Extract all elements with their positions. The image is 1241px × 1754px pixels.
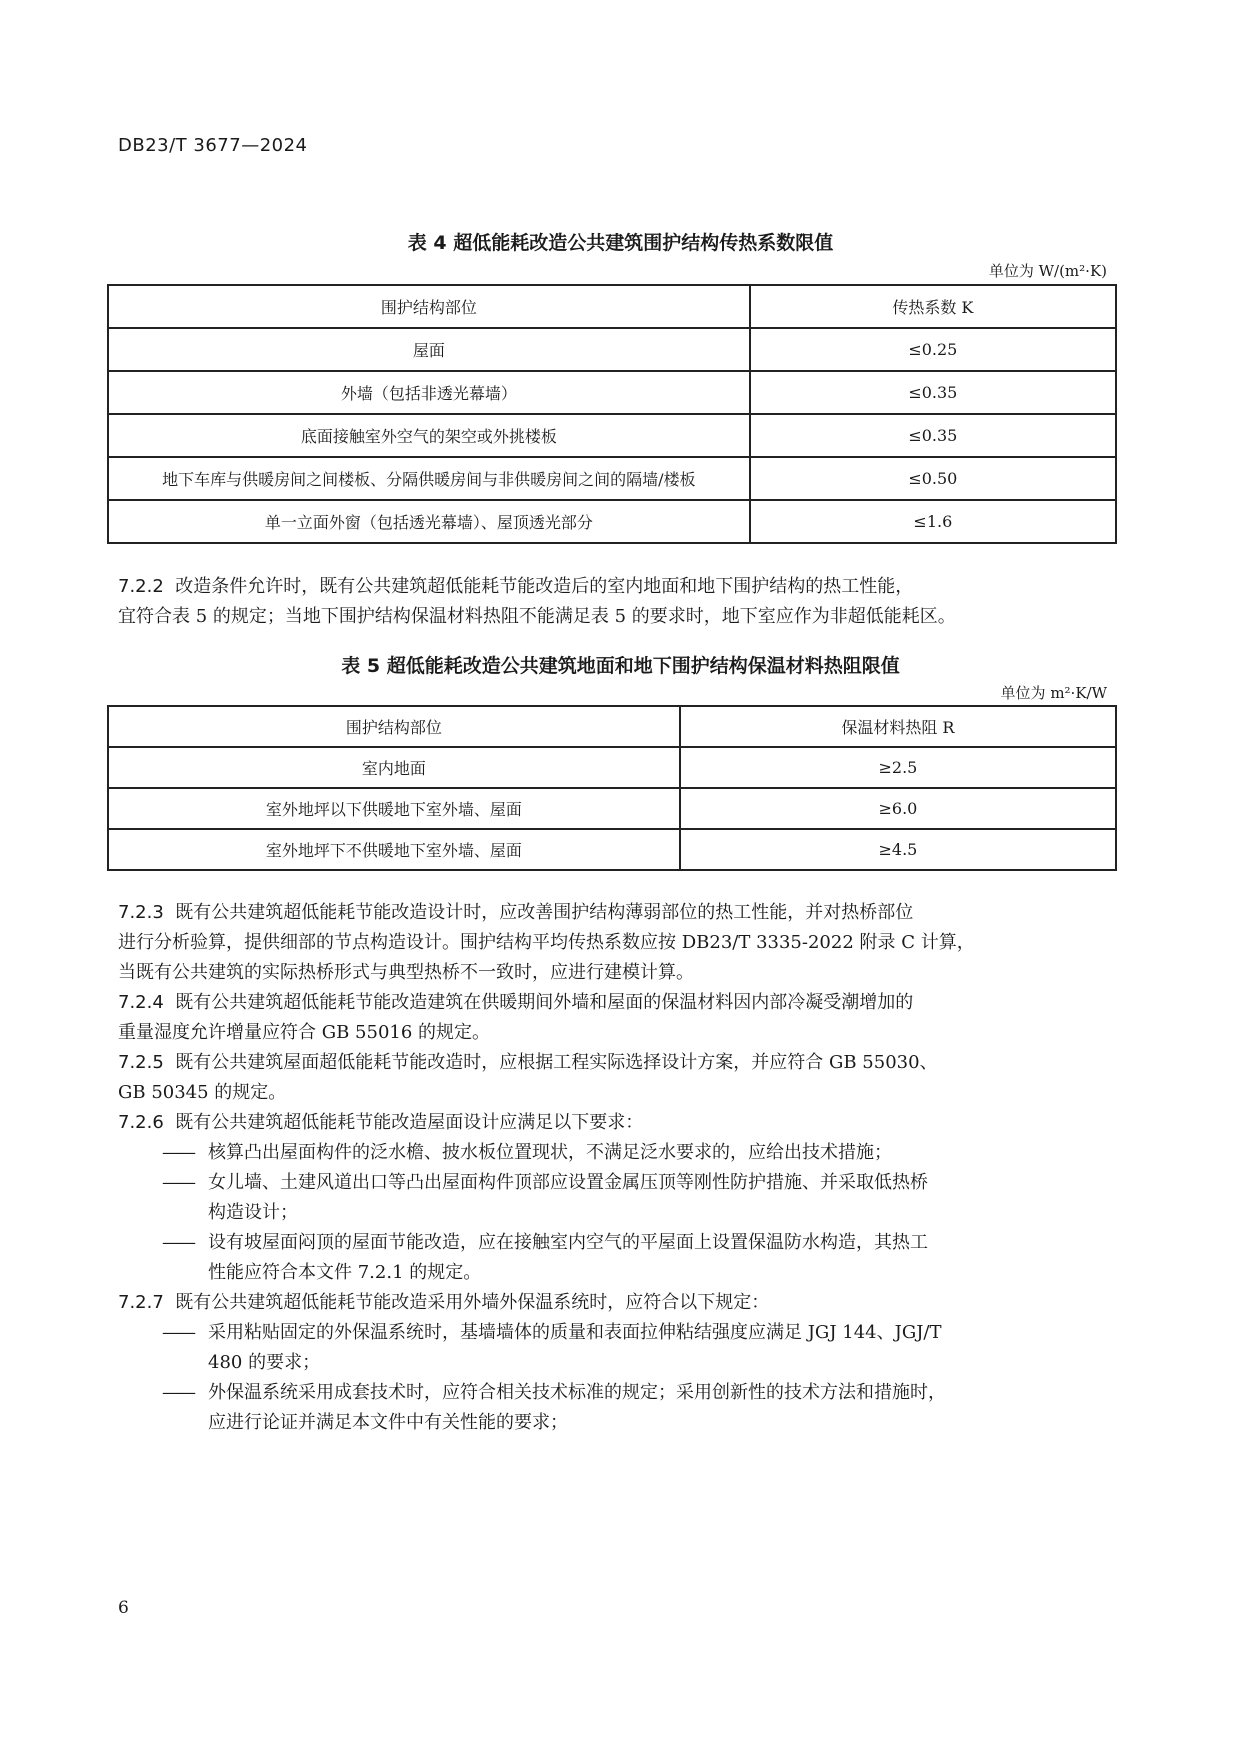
table-cell: ≤1.6: [750, 500, 1116, 543]
table4-col-header: 围护结构部位: [108, 285, 750, 328]
clause-7-2-7: [118, 1288, 1118, 1318]
table-row: [108, 371, 1116, 414]
list-item: [162, 1138, 1122, 1168]
list-item: [162, 1228, 1122, 1288]
table-cell: ≥2.5: [680, 747, 1116, 788]
dash-bullet: ——: [162, 1232, 194, 1253]
list-item-text: 构造设计；: [208, 1202, 298, 1223]
table-row: [108, 414, 1116, 457]
table-cell: ≤0.25: [750, 328, 1116, 371]
table-row: [108, 747, 1116, 788]
list-item-text: 设有坡屋面闷顶的屋面节能改造，应在接触室内空气的平屋面上设置保温防水构造，其热工: [208, 1232, 928, 1253]
table-cell: 室外地坪下不供暖地下室外墙、屋面: [108, 829, 680, 870]
dash-bullet: ——: [162, 1322, 194, 1343]
clause-7-2-4: [118, 988, 1118, 1048]
table-row: [108, 788, 1116, 829]
table-cell: 室内地面: [108, 747, 680, 788]
clause-7-2-3: [118, 898, 1118, 988]
table-row: [108, 328, 1116, 371]
clause-number: 7.2.5: [118, 1052, 164, 1073]
table4: [107, 284, 1117, 544]
table-cell: ≤0.50: [750, 457, 1116, 500]
dash-bullet: ——: [162, 1142, 194, 1163]
table5-unit: 单位为 m²·K/W: [1000, 684, 1107, 702]
list-item-text: 480 的要求；: [208, 1352, 321, 1373]
clause-text-line: 当既有公共建筑的实际热桥形式与典型热桥不一致时，应进行建模计算。: [118, 962, 694, 983]
table-row: [108, 829, 1116, 870]
clause-text-line: GB 50345 的规定。: [118, 1082, 287, 1103]
table4-unit: 单位为 W/(m²·K): [988, 262, 1107, 280]
clause-number: 7.2.7: [118, 1292, 164, 1313]
table-cell: 地下车库与供暖房间之间楼板、分隔供暖房间与非供暖房间之间的隔墙/楼板: [108, 457, 750, 500]
page-number: 6: [118, 1598, 129, 1618]
list-item: [162, 1378, 1122, 1438]
clause-text-line: 既有公共建筑超低能耗节能改造采用外墙外保温系统时，应符合以下规定：: [175, 1292, 770, 1313]
table4-col-header: 传热系数 K: [750, 285, 1116, 328]
list-item: [162, 1318, 1122, 1378]
clause-text-line: 改造条件允许时，既有公共建筑超低能耗节能改造后的室内地面和地下围护结构的热工性能，: [175, 576, 914, 597]
clause-number: 7.2.6: [118, 1112, 164, 1133]
clause-text-line: 既有公共建筑超低能耗节能改造设计时，应改善围护结构薄弱部位的热工性能，并对热桥部位: [175, 902, 914, 923]
list-item-text: 外保温系统采用成套技术时，应符合相关技术标准的规定；采用创新性的技术方法和措施时，: [208, 1382, 946, 1403]
dash-bullet: ——: [162, 1172, 194, 1193]
clause-text-line: 既有公共建筑屋面超低能耗节能改造时，应根据工程实际选择设计方案，并应符合 GB 55030、: [175, 1052, 938, 1073]
table-cell: 屋面: [108, 328, 750, 371]
table-cell: ≥6.0: [680, 788, 1116, 829]
table-cell: 单一立面外窗（包括透光幕墙）、屋顶透光部分: [108, 500, 750, 543]
dash-bullet: ——: [162, 1382, 194, 1403]
list-item-text: 性能应符合本文件 7.2.1 的规定。: [208, 1262, 482, 1283]
clause-text-line: 重量湿度允许增量应符合 GB 55016 的规定。: [118, 1022, 491, 1043]
clause-text-line: 宜符合表 5 的规定；当地下围护结构保温材料热阻不能满足表 5 的要求时，地下室应作为非超低能耗区。: [118, 606, 956, 627]
clause-number: 7.2.2: [118, 576, 164, 597]
table-row: [108, 457, 1116, 500]
table-cell: ≤0.35: [750, 371, 1116, 414]
table-cell: ≥4.5: [680, 829, 1116, 870]
clause-number: 7.2.4: [118, 992, 164, 1013]
document-id-header: DB23/T 3677—2024: [118, 135, 308, 156]
clause-7-2-6: [118, 1108, 1118, 1138]
list-item-text: 核算凸出屋面构件的泛水檐、披水板位置现状，不满足泛水要求的，应给出技术措施；: [208, 1142, 892, 1163]
list-item-text: 采用粘贴固定的外保温系统时，基墙墙体的质量和表面拉伸粘结强度应满足 JGJ 144、JGJ/T: [208, 1322, 942, 1343]
table-cell: 底面接触室外空气的架空或外挑楼板: [108, 414, 750, 457]
table5-col-header: 保温材料热阻 R: [680, 706, 1116, 747]
table-cell: 室外地坪以下供暖地下室外墙、屋面: [108, 788, 680, 829]
clause-text-line: 既有公共建筑超低能耗节能改造建筑在供暖期间外墙和屋面的保温材料因内部冷凝受潮增加的: [175, 992, 914, 1013]
table-row: [108, 500, 1116, 543]
list-item-text: 应进行论证并满足本文件中有关性能的要求；: [208, 1412, 568, 1433]
clause-text-line: 既有公共建筑超低能耗节能改造屋面设计应满足以下要求：: [175, 1112, 644, 1133]
table-cell: ≤0.35: [750, 414, 1116, 457]
clause-7-2-5: [118, 1048, 1118, 1108]
clause-7-2-2: [118, 572, 1118, 632]
clause-text-line: 进行分析验算，提供细部的节点构造设计。围护结构平均传热系数应按 DB23/T 3335-2022 附录 C 计算，: [118, 932, 975, 953]
table4-title: 表 4 超低能耗改造公共建筑围护结构传热系数限值: [407, 232, 834, 254]
table5-col-header: 围护结构部位: [108, 706, 680, 747]
table5: [107, 705, 1117, 871]
table-cell: 外墙（包括非透光幕墙）: [108, 371, 750, 414]
clause-number: 7.2.3: [118, 902, 164, 923]
list-item-text: 女儿墙、土建风道出口等凸出屋面构件顶部应设置金属压顶等刚性防护措施、并采取低热桥: [208, 1172, 928, 1193]
table5-title: 表 5 超低能耗改造公共建筑地面和地下围护结构保温材料热阻限值: [341, 655, 900, 677]
list-item: [162, 1168, 1122, 1228]
table4-header-row: [108, 285, 1116, 328]
table5-header-row: [108, 706, 1116, 747]
